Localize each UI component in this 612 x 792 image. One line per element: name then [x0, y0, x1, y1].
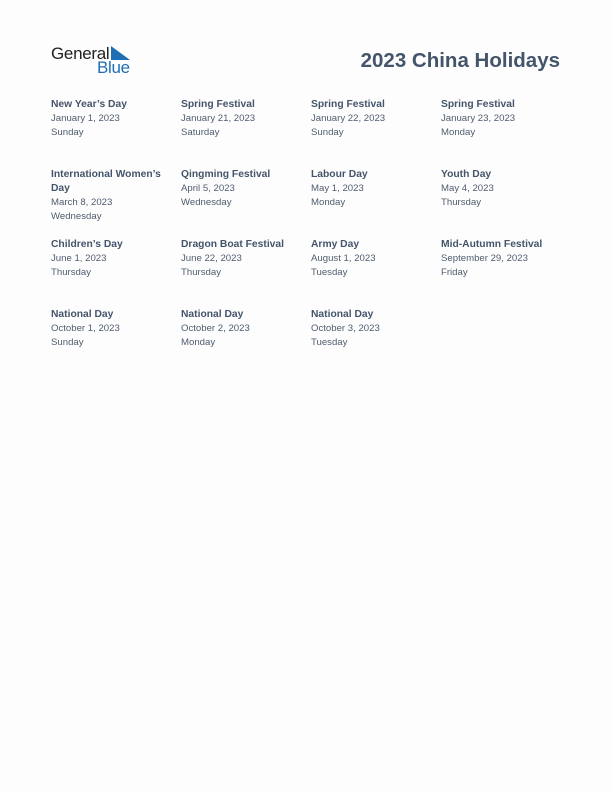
holiday-name: Labour Day	[311, 169, 368, 180]
holiday-entry	[181, 98, 305, 139]
holiday-name: National Day	[311, 309, 374, 320]
holiday-entry	[51, 168, 175, 223]
holiday-name: New Year’s Day	[51, 99, 127, 110]
holiday-date: October 1, 2023	[51, 323, 120, 334]
holiday-entry	[181, 238, 305, 279]
holiday-name: Children’s Day	[51, 239, 123, 250]
holiday-entry	[311, 98, 435, 139]
holiday-date: January 21, 2023	[181, 113, 256, 124]
holiday-entry	[441, 238, 565, 279]
holiday-date: January 22, 2023	[311, 113, 386, 124]
holiday-weekday: Thursday	[441, 196, 481, 208]
holiday-weekday: Monday	[311, 196, 346, 208]
holiday-weekday: Thursday	[51, 266, 91, 278]
holiday-name: Spring Festival	[441, 99, 515, 110]
holiday-name: Qingming Festival	[181, 169, 271, 180]
holiday-name: International Women’s Day	[51, 169, 161, 194]
holiday-weekday: Wednesday	[51, 210, 102, 222]
holiday-entry	[51, 238, 175, 279]
logo-word-blue: Blue	[97, 58, 130, 77]
holiday-date: August 1, 2023	[311, 253, 376, 264]
holiday-date: January 23, 2023	[441, 113, 516, 124]
holiday-weekday: Thursday	[181, 266, 221, 278]
holiday-entry	[51, 98, 175, 139]
holiday-date: April 5, 2023	[181, 183, 235, 194]
holiday-date: March 8, 2023	[51, 197, 113, 208]
holiday-date: May 1, 2023	[311, 183, 364, 194]
holiday-entry	[441, 168, 565, 209]
holiday-date: January 1, 2023	[51, 113, 120, 124]
holiday-date: September 29, 2023	[441, 253, 528, 264]
page-title: 2023 China Holidays	[360, 49, 560, 72]
holiday-name: Army Day	[311, 239, 360, 250]
holiday-weekday: Tuesday	[311, 336, 348, 348]
holiday-date: October 2, 2023	[181, 323, 250, 334]
holiday-name: Mid-Autumn Festival	[441, 239, 543, 250]
holiday-weekday: Sunday	[51, 126, 84, 138]
holiday-name: National Day	[181, 309, 244, 320]
logo-word-general: General	[51, 44, 110, 63]
holiday-weekday: Sunday	[311, 126, 344, 138]
holiday-entry	[311, 168, 435, 209]
holiday-weekday: Monday	[181, 336, 216, 348]
holiday-weekday: Friday	[441, 266, 468, 278]
holiday-entry	[441, 98, 565, 139]
holiday-weekday: Monday	[441, 126, 476, 138]
holiday-entry	[311, 238, 435, 279]
holiday-weekday: Wednesday	[181, 196, 232, 208]
holiday-weekday: Sunday	[51, 336, 84, 348]
holiday-date: May 4, 2023	[441, 183, 494, 194]
holiday-date: June 1, 2023	[51, 253, 107, 264]
holiday-entry	[181, 308, 305, 349]
holiday-weekday: Tuesday	[311, 266, 348, 278]
holiday-entry	[51, 308, 175, 349]
holiday-entry	[181, 168, 305, 209]
holiday-name: Spring Festival	[311, 99, 385, 110]
holiday-date: October 3, 2023	[311, 323, 380, 334]
holiday-name: Youth Day	[441, 169, 492, 180]
generalblue-logo	[51, 44, 141, 78]
holiday-name: Dragon Boat Festival	[181, 239, 284, 250]
holiday-date: June 22, 2023	[181, 253, 242, 264]
holiday-entry	[311, 308, 435, 349]
holiday-weekday: Saturday	[181, 126, 220, 138]
holiday-name: National Day	[51, 309, 114, 320]
holiday-name: Spring Festival	[181, 99, 255, 110]
